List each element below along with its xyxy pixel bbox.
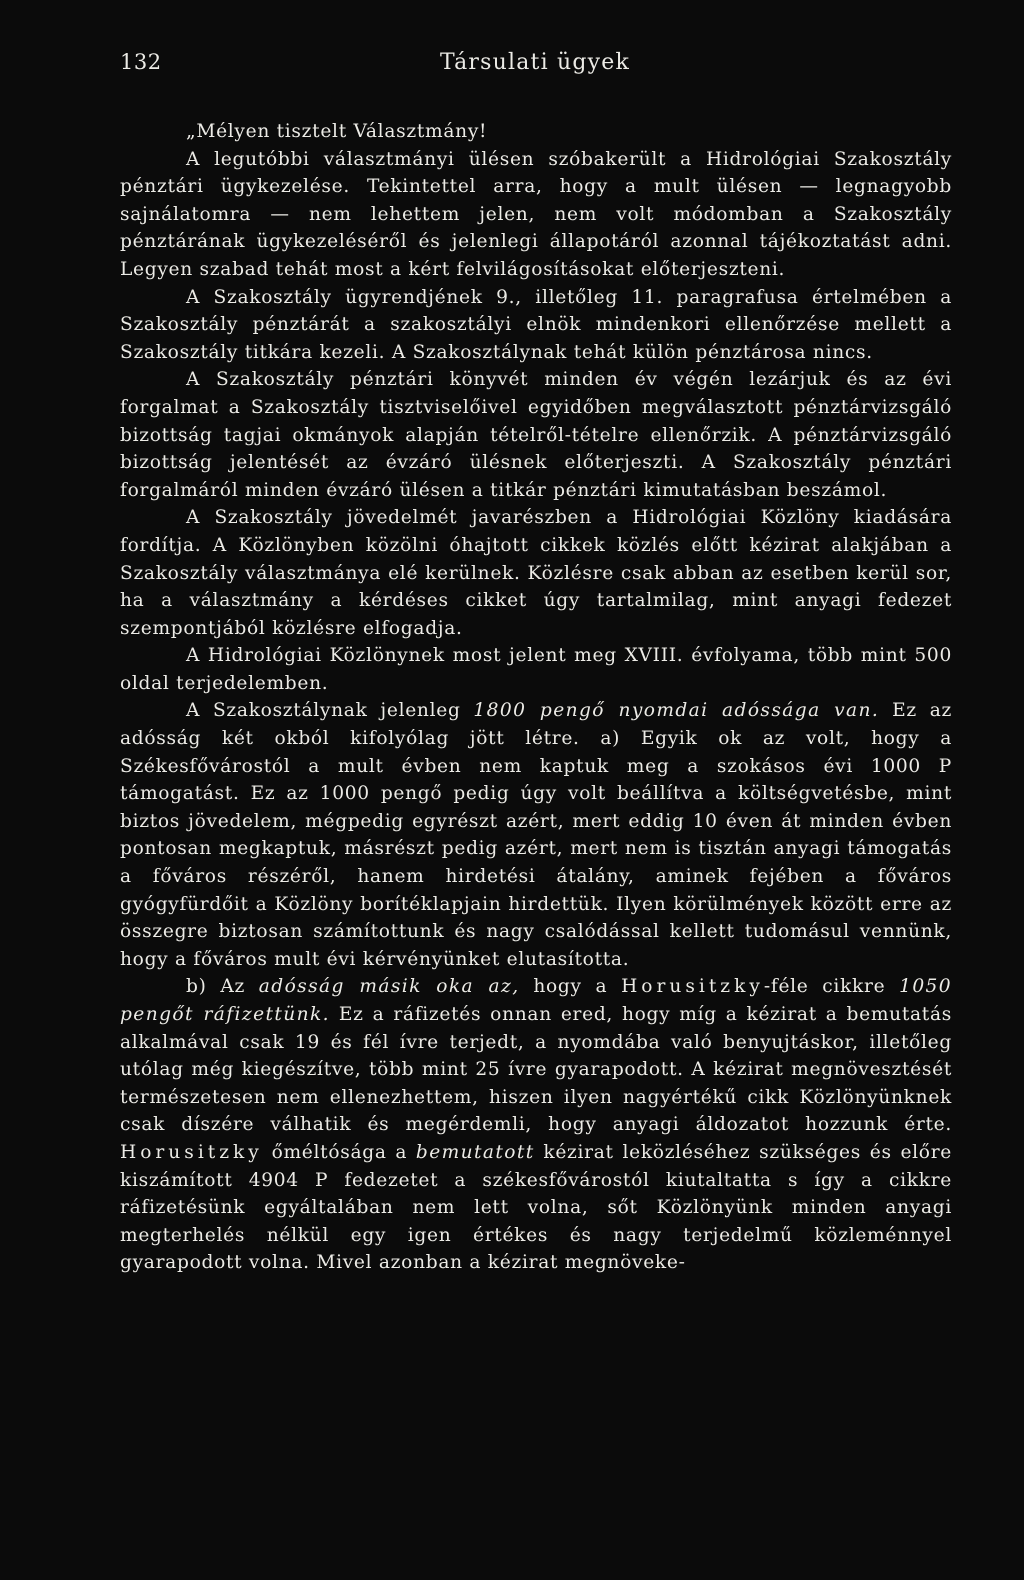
running-head: Társulati ügyek (439, 50, 631, 75)
text-run: -féle cikkre (763, 976, 900, 998)
emphasized-text: 1800 pengő nyomdai adóssága van. (473, 700, 880, 722)
emphasized-text: bemutatott (415, 1141, 535, 1163)
body-text (120, 118, 952, 1277)
paragraph-2: A Szakosztály ügyrendjének 9., illetőleg 11. paragrafusa értelmében a Szakosztály pénztárát a szakosztályi elnök mindenkori ellenőrzése mellett a Szakosztály titkára kezeli. A Szakosztálynak tehát külön pénztárosa nincs. (120, 286, 952, 363)
paragraph-4: A Szakosztály jövedelmét javarészben a Hidrológiai Közlöny kiadására fordítja. A Közlönyben közölni óhajtott cikkek közlés előtt kézirat alakjában a Szakosztály választmánya elé kerülnek. Közlésre csak abban az esetben kerül sor, ha a választmány a kérdéses cikket úgy tartalmilag, mint anyagi fedezet szempontjából közlésre elfogadja. (120, 507, 952, 639)
emphasized-text: 1050 pengőt ráfizettünk. (120, 976, 953, 1025)
text-run: Ez a ráfizetés onnan ered, hogy míg a kézirat a bemutatás alkalmával csak 19 és fél ívre terjedt, a nyomdába való benyujtáskor, illetőleg utólag még kiegészítve, több mint 25 ívre gyarapodott. A kézirat megnövesztését természetesen nem ellenezhettem, hiszen ilyen nagyértékű cikk Közlönyünknek csak díszére válhatik és megérdemli, hogy anyagi áldozatot hozzunk érte. (120, 1004, 952, 1136)
spaced-name: Horusitzky (621, 976, 764, 998)
emphasized-text: adósság másik oka az, (258, 976, 520, 998)
text-run: Ez az adósság két okból kifolyólag jött létre. a) Egyik ok az volt, hogy a Székesfővárostól a mult évben nem kaptuk meg a szokásos évi 1000 P támogatást. Ez az 1000 pengő pedig úgy volt beállítva a költségvetésbe, mint biztos jövedelem, mégpedig egyrészt azért, mert eddig 10 éven át minden évben pontosan megkaptuk, másrészt pedig azért, mert nem is tisztán anyagi támogatás a főváros részéről, hanem hirdetési átalány, aminek fejében a főváros gyógyfürdőit a Közlöny borítéklapjain hirdettük. Ilyen körülmények között erre az összegre biztosan számítottunk és nagy csalódással kellett tudomásul vennünk, hogy a főváros mult évi kérvényünket elutasította. (120, 700, 952, 970)
text-run: kézirat leközléséhez szükséges és előre kiszámított 4904 P fedezetet a székesfővárostól kiutaltatta s így a cikkre ráfizetésünk egyáltalában nem lett volna, sőt Közlönyünk minden anyagi megterhelés nélkül egy igen értékes és nagy terjedelmű közleménnyel gyarapodott volna. Mivel azonban a kézirat megnöveke- (120, 1141, 952, 1274)
page-number: 132 (120, 50, 162, 74)
text-run: b) Az (186, 976, 259, 998)
text-run: hogy a (519, 976, 622, 998)
spaced-name: Horusitzky (120, 1141, 263, 1163)
paragraph-6 (120, 697, 952, 973)
paragraph-7 (120, 973, 952, 1277)
text-run: A Szakosztálynak jelenleg (186, 700, 474, 722)
page-header (120, 50, 950, 90)
text-run: őméltósága a (262, 1141, 416, 1163)
paragraph-1: A legutóbbi választmányi ülésen szóbakerült a Hidrológiai Szakosztály pénztári ügykezelése. Tekintettel arra, hogy a mult ülésen — legnagyobb sajnálatomra — nem lehettem jelen, nem volt módomban a Szakosztály pénztárának ügykezeléséről és jelenlegi állapotáról azonnal tájékoztatást adni. Legyen szabad tehát most a kért felvilágosításokat előterjeszteni. (120, 148, 952, 280)
salutation: „Mélyen tisztelt Választmány! (186, 121, 488, 142)
paragraph-3: A Szakosztály pénztári könyvét minden év végén lezárjuk és az évi forgalmat a Szakosztály tisztviselőivel egyidőben megválasztott pénztárvizsgáló bizottság tagjai okmányok alapján tételről-tételre ellenőrzik. A pénztárvizsgáló bizottság jelentését az évzáró ülésnek előterjeszti. A Szakosztály pénztári forgalmáról minden évzáró ülésen a titkár pénztári kimutatásban beszámol. (120, 369, 952, 501)
paragraph-5: A Hidrológiai Közlönynek most jelent meg XVIII. évfolyama, több mint 500 oldal terjedelemben. (120, 645, 952, 694)
